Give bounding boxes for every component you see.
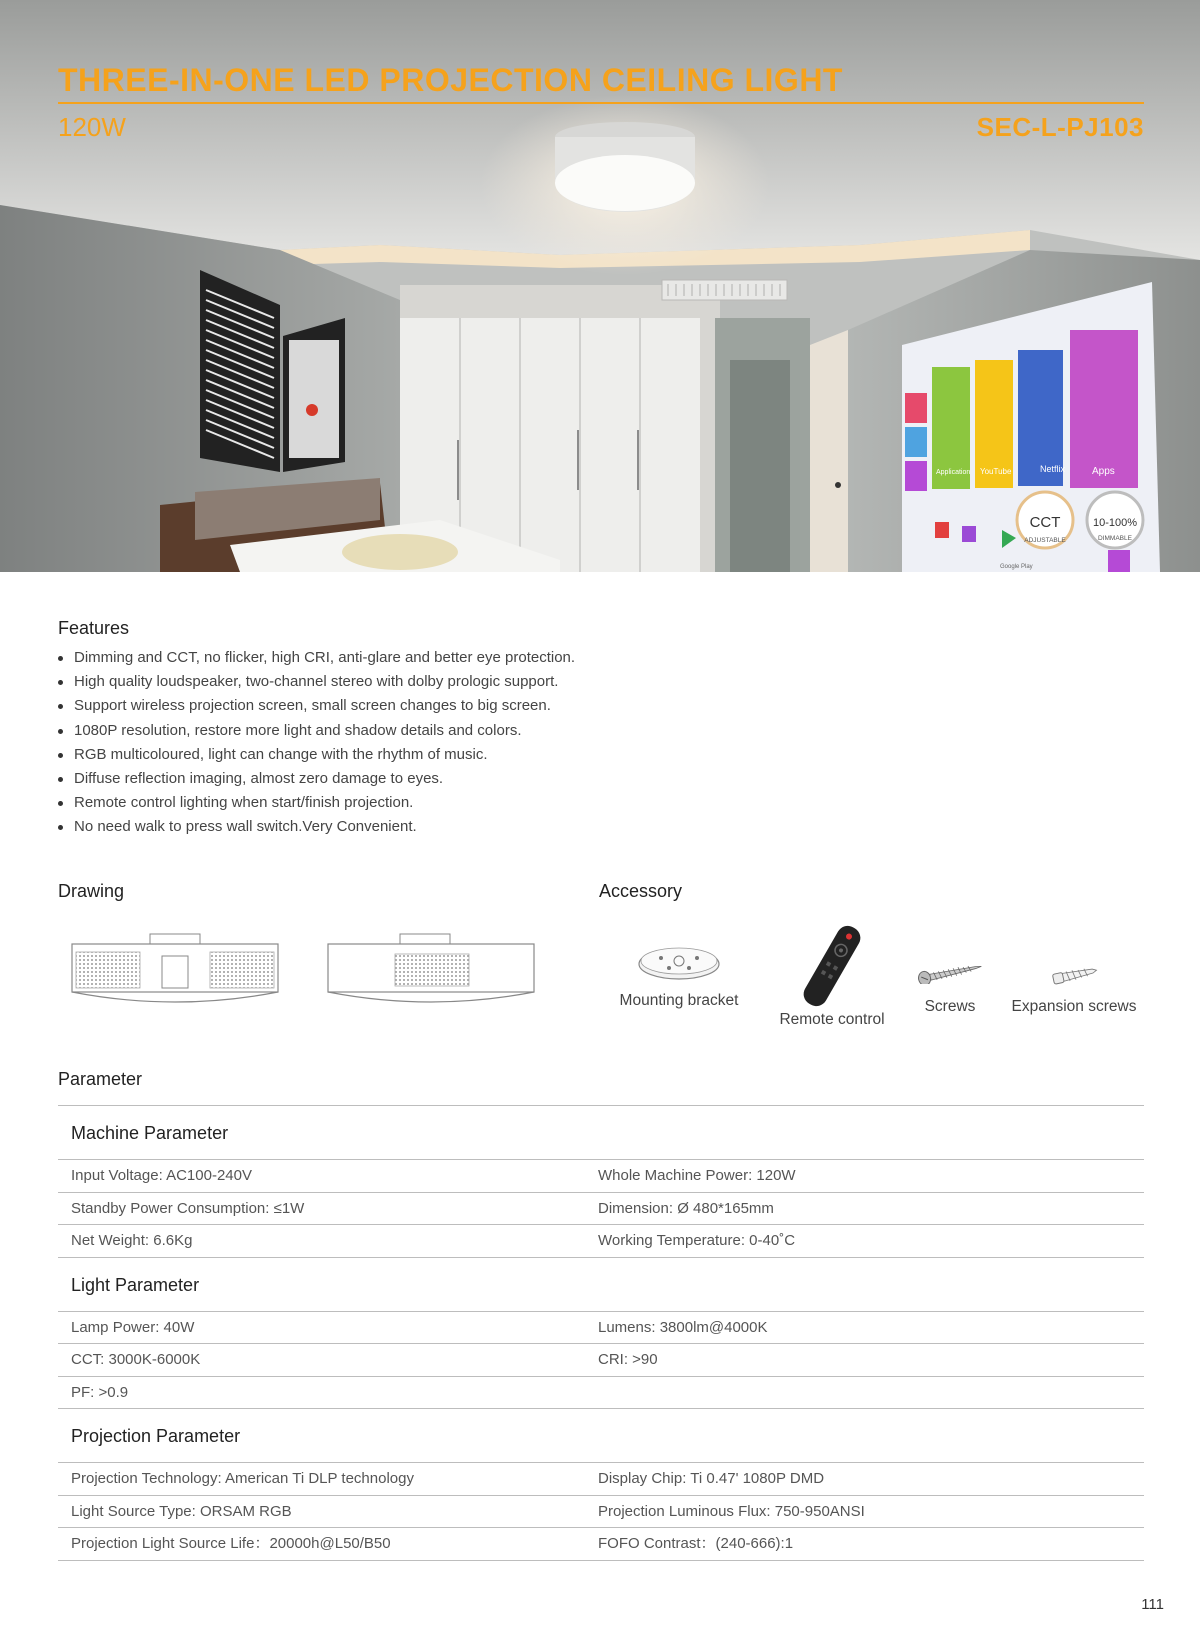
features-list bbox=[58, 646, 758, 840]
application-tile-label: Application bbox=[936, 469, 971, 476]
accessory-label: Expansion screws bbox=[1011, 998, 1137, 1015]
table-row bbox=[58, 1462, 1144, 1495]
features-heading: Features bbox=[58, 618, 130, 638]
feature-item: Diffuse reflection imaging, almost zero damage to eyes. bbox=[58, 767, 758, 791]
mounting-bracket-icon bbox=[634, 922, 724, 984]
table-row bbox=[58, 1224, 1144, 1257]
table-cell bbox=[598, 1377, 1144, 1409]
table-cell: Standby Power Consumption: ≤1W bbox=[71, 1199, 305, 1217]
table-cell: Projection Technology: American Ti DLP technology bbox=[71, 1470, 414, 1487]
netflix-tile-label: Netflix bbox=[1040, 464, 1066, 474]
table-cell: Display Chip: Ti 0.47' 1080P DMD bbox=[598, 1470, 825, 1487]
table-cell: Input Voltage: AC100-240V bbox=[71, 1167, 252, 1184]
svg-text:CCT: CCT bbox=[1029, 514, 1061, 531]
projection-parameter-title: Projection Parameter bbox=[58, 1408, 1144, 1462]
svg-text:DIMMABLE: DIMMABLE bbox=[1098, 535, 1132, 542]
front-view-drawing bbox=[72, 934, 278, 1002]
expansion-screw-icon bbox=[1049, 964, 1099, 986]
title-divider bbox=[58, 102, 1144, 104]
accessory-label: Remote control bbox=[779, 1011, 885, 1028]
parameter-heading: Parameter bbox=[58, 1069, 143, 1089]
table-row bbox=[58, 1192, 1144, 1225]
product-power: 120W bbox=[58, 112, 126, 142]
table-cell: PF: >0.9 bbox=[71, 1383, 129, 1401]
feature-item: High quality loudspeaker, two-channel stereo with dolby prologic support. bbox=[58, 670, 758, 694]
feature-item: 1080P resolution, restore more light and shadow details and colors. bbox=[58, 719, 758, 743]
table-cell: Projection Light Source Life：20000h@L50/B50 bbox=[71, 1535, 391, 1552]
parameter-table bbox=[58, 1105, 1144, 1561]
product-title: THREE-IN-ONE LED PROJECTION CEILING LIGHT bbox=[58, 62, 843, 98]
table-row bbox=[58, 1159, 1144, 1192]
accessory-item-mounting-bracket bbox=[605, 922, 753, 1010]
accessory-heading: Accessory bbox=[599, 881, 683, 901]
table-cell: Lumens: 3800lm@4000K bbox=[598, 1318, 768, 1336]
machine-parameter-title: Machine Parameter bbox=[58, 1105, 1144, 1159]
feature-item: Dimming and CCT, no flicker, high CRI, anti-glare and better eye protection. bbox=[58, 646, 758, 670]
product-drawing bbox=[70, 930, 550, 1010]
table-row bbox=[58, 1376, 1144, 1409]
table-cell: Projection Luminous Flux: 750-950ANSI bbox=[598, 1502, 865, 1520]
table-cell: Dimension: Ø 480*165mm bbox=[598, 1199, 774, 1217]
feature-item: Remote control lighting when start/finish projection. bbox=[58, 791, 758, 815]
table-cell: Lamp Power: 40W bbox=[71, 1318, 195, 1336]
feature-item: RGB multicoloured, light can change with the rhythm of music. bbox=[58, 743, 758, 767]
table-cell: Net Weight: 6.6Kg bbox=[71, 1232, 193, 1249]
page-number: 111 bbox=[1141, 1596, 1164, 1613]
screw-icon bbox=[916, 962, 984, 984]
table-cell: CCT: 3000K-6000K bbox=[71, 1351, 201, 1368]
table-cell: Whole Machine Power: 120W bbox=[598, 1167, 796, 1184]
table-row bbox=[58, 1527, 1144, 1560]
table-cell: CRI: >90 bbox=[598, 1351, 658, 1368]
table-cell: Light Source Type: ORSAM RGB bbox=[71, 1502, 292, 1520]
table-row bbox=[58, 1495, 1144, 1528]
accessory-item-expansion-screws bbox=[1000, 964, 1148, 1016]
product-model: SEC-L-PJ103 bbox=[976, 112, 1144, 142]
accessory-item-screws bbox=[912, 962, 988, 1016]
side-view-drawing bbox=[328, 934, 534, 1002]
accessory-item-remote-control bbox=[762, 920, 902, 1029]
google-play-label: Google Play bbox=[1000, 564, 1033, 570]
table-row bbox=[58, 1311, 1144, 1344]
remote-control-icon bbox=[787, 920, 877, 1012]
hero-banner bbox=[0, 0, 1200, 572]
table-row bbox=[58, 1343, 1144, 1376]
feature-item: No need walk to press wall switch.Very Convenient. bbox=[58, 815, 758, 839]
youtube-tile-label: YouTube bbox=[980, 467, 1012, 476]
svg-text:10-100%: 10-100% bbox=[1092, 517, 1138, 529]
drawing-heading: Drawing bbox=[58, 881, 125, 901]
feature-item: Support wireless projection screen, small screen changes to big screen. bbox=[58, 694, 758, 718]
table-cell: FOFO Contrast：(240-666):1 bbox=[598, 1535, 794, 1552]
dimmable-badge bbox=[1087, 492, 1143, 548]
accessory-label: Screws bbox=[924, 998, 976, 1015]
cct-adjustable-badge bbox=[1017, 492, 1073, 548]
svg-text:ADJUSTABLE: ADJUSTABLE bbox=[1024, 537, 1066, 544]
apps-tile-label: Apps bbox=[1092, 466, 1115, 477]
light-parameter-title: Light Parameter bbox=[58, 1257, 1144, 1311]
table-cell: Working Temperature: 0-40˚C bbox=[598, 1232, 796, 1249]
accessory-label: Mounting bracket bbox=[619, 992, 739, 1009]
